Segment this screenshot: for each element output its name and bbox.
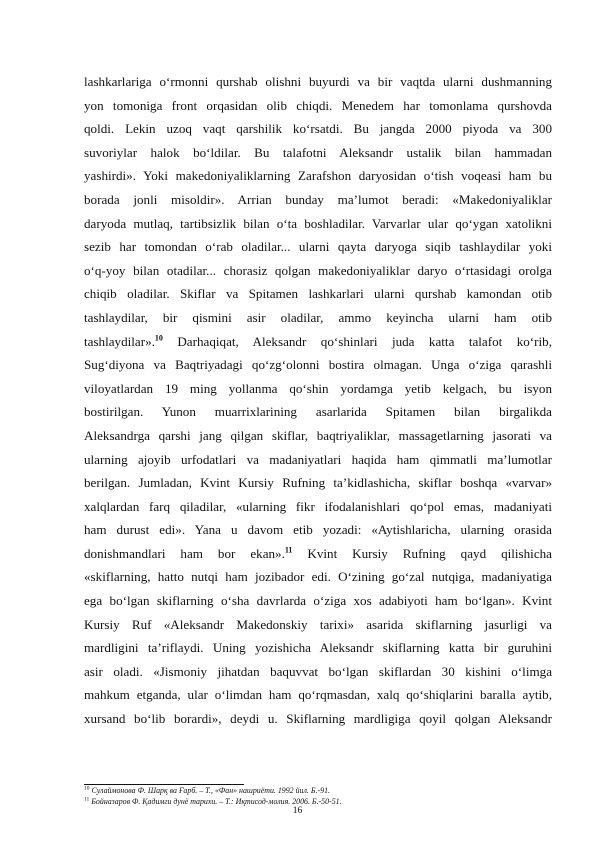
footnote-text: Сулаймонова Ф. Шарқ ва Ғарб. – Т., «Фан» нашриёти. 1992 йил. Б.-91. <box>89 786 330 795</box>
text-line: tashlaydilar, bir qismini asir oladilar, ammo keyincha ularni ham otib <box>84 309 552 325</box>
text-line: yon tomoniga front orqasidan olib chiqdi. Menedem har tomonlama qurshovda <box>84 97 552 113</box>
text-line: xursand bo‘lib borardi», deydi u. Skiflarning mardligiga qoyil qolgan Aleksandr <box>84 711 552 727</box>
footnote <box>84 785 552 796</box>
text-line: viloyatlardan 19 ming yollanma qo‘shin yordamga yetib kelgach, bu isyon <box>84 380 552 396</box>
text-line: «skiflarning, hatto nutqi ham jozibador edi. O‘zining go‘zal nutqiga, madaniyatiga <box>84 569 552 585</box>
text-line: mahkum etganda, ular o‘limdan ham qo‘rqmasdan, xalq qo‘shiqlarini baralla aytib, <box>84 687 552 703</box>
text-line: o‘q-yoy bilan otadilar... chorasiz qolgan makedoniyaliklar daryo o‘rtasidagi orolga <box>84 262 552 278</box>
text-fragment: Darhaqiqat, Aleksandr qo‘shinlari juda katta talafot ko‘rib, <box>162 333 552 349</box>
page-number: 16 <box>292 806 303 816</box>
text-line: berilgan. Jumladan, Kvint Kursiy Rufning ta’kidlashicha, skiflar boshqa «varvar» <box>84 475 552 491</box>
text-line: yashirdi». Yoki makedoniyaliklarning Zarafshon daryosidan o‘tish voqeasi ham bu <box>84 168 552 184</box>
text-line: ularning ajoyib urfodatlari va madaniyatlari haqida ham qimmatli ma’lumotlar <box>84 451 552 467</box>
body-text <box>84 70 552 731</box>
footnote-text: Бойназаров Ф. Қадимги дунё тарихи. – Т.: Иқтисод-молия. 2006. Б.-50-51. <box>89 797 342 807</box>
text-line: Sug‘diyona va Baqtriyadagi qo‘zg‘olonni bostira olmagan. Unga o‘ziga qarashli <box>84 357 552 373</box>
text-line: chiqib oladilar. Skiflar va Spitamen lashkarlari ularni qurshab kamondan otib <box>84 286 552 302</box>
text-line: asir oladi. «Jismoniy jihatdan baquvvat bo‘lgan skiflardan 30 kishini o‘limga <box>84 663 552 679</box>
text-fragment: Kvint Kursiy Rufning qayd qilishicha <box>292 545 552 561</box>
footnote-number: 11 <box>84 796 90 803</box>
text-line: Kursiy Ruf «Aleksandr Makedonskiy tarixi» asarida skiflarning jasurligi va <box>84 616 552 632</box>
text-line: ham durust edi». Yana u davom etib yozadi: «Aytishlaricha, ularning orasida <box>84 522 552 538</box>
text-fragment: tashlaydilar». <box>84 333 155 349</box>
text-line: lashkarlariga o‘rmonni qurshab olishni buyurdi va bir vaqtda ularni dushmanning <box>84 74 552 89</box>
text-line <box>84 542 552 566</box>
text-line: suvoriylar halok bo‘ldilar. Bu talafotni Aleksandr ustalik bilan hammadan <box>84 144 552 160</box>
text-line: bostirilgan. Yunon muarrixlarining asarlarida Spitamen bilan birgalikda <box>84 404 552 420</box>
footnotes <box>84 785 552 807</box>
text-fragment: donishmandlari ham bor ekan». <box>84 545 285 561</box>
footnote-reference: 10 <box>154 333 163 343</box>
text-line: Aleksandrga qarshi jang qilgan skiflar, baqtriyaliklar, massagetlarning jasorati va <box>84 427 552 443</box>
text-line: mardligini ta’riflaydi. Uning yozishicha Aleksandr skiflarning katta bir guruhini <box>84 640 552 656</box>
text-line: borada jonli misoldir». Arrian bunday ma’lumot beradi: «Makedoniyaliklar <box>84 191 552 207</box>
text-line: sezib har tomondan o‘rab oladilar... ularni qayta daryoga siqib tashlaydilar yoki <box>84 239 552 255</box>
text-line: daryoda mutlaq, tartibsizlik bilan o‘ta boshladilar. Varvarlar ular qo‘ygan xatolikni <box>84 215 552 231</box>
text-line: ega bo‘lgan skiflarning o‘sha davrlarda o‘ziga xos adabiyoti ham bo‘lgan». Kvint <box>84 593 552 609</box>
text-line: xalqlardan farq qiladilar, «ularning fikr ifodalanishlari qo‘pol emas, madaniyati <box>84 498 552 514</box>
text-line <box>84 330 552 354</box>
footnote-number: 10 <box>84 785 90 792</box>
footnote-reference: 11 <box>284 545 293 555</box>
text-line: qoldi. Lekin uzoq vaqt qarshilik ko‘rsatdi. Bu jangda 2000 piyoda va 300 <box>84 121 552 137</box>
